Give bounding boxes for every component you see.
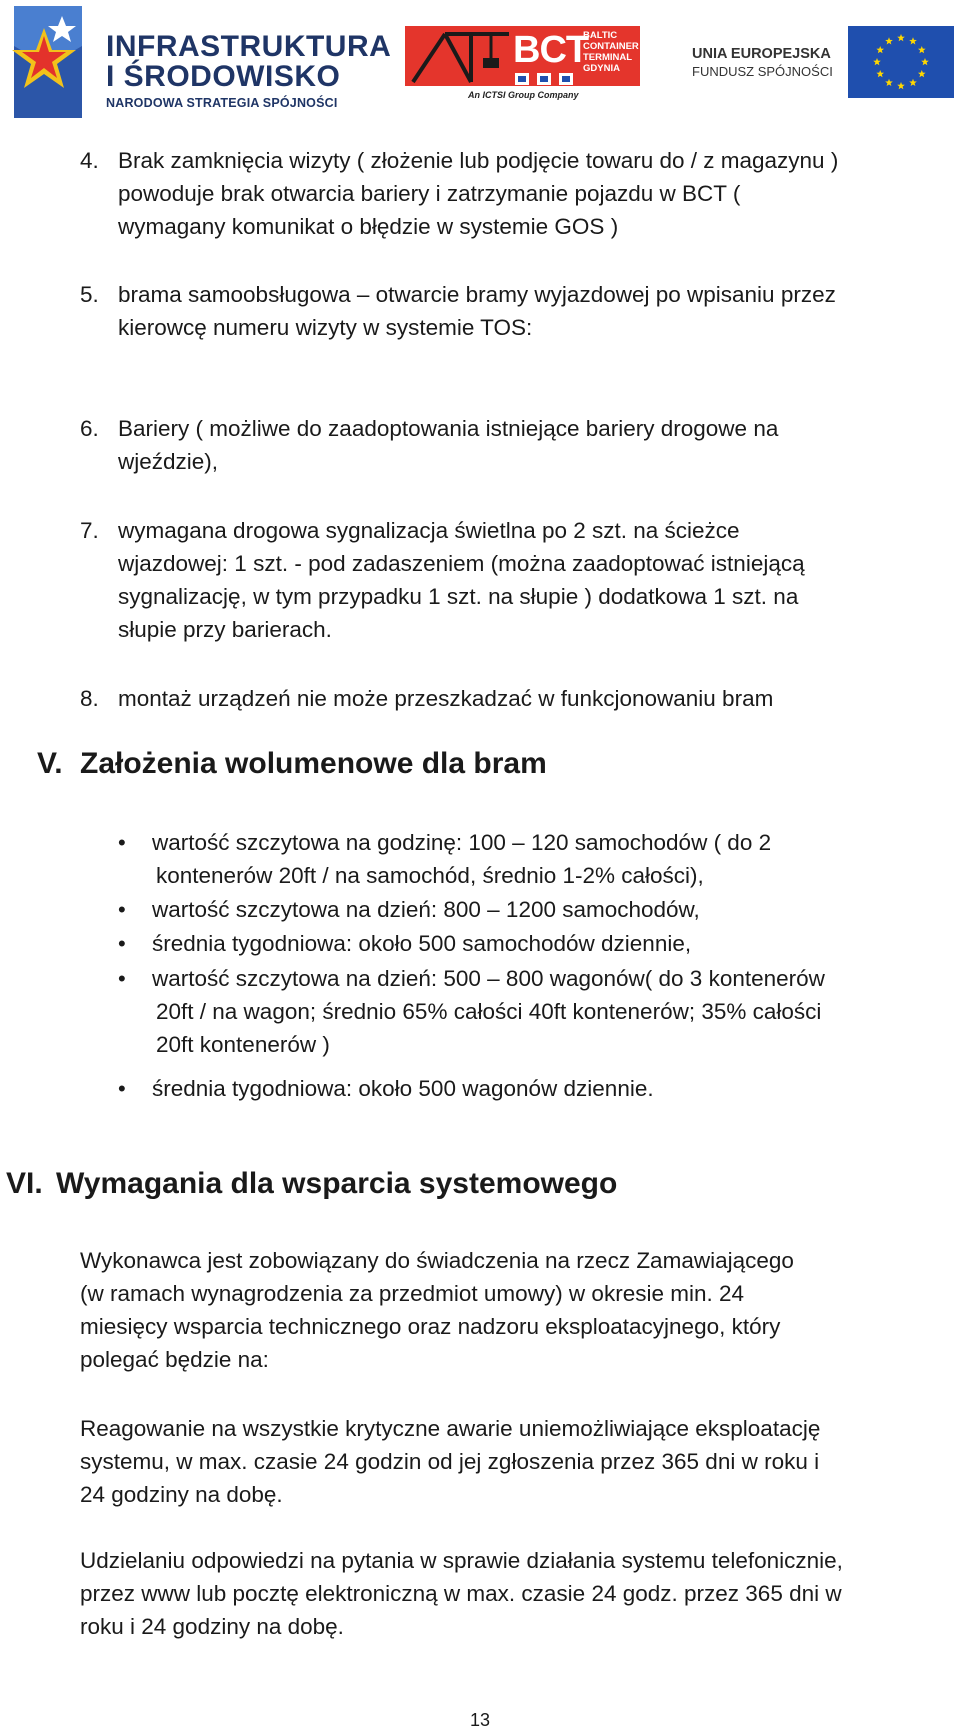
bct-sub-line-3: TERMINAL — [583, 52, 633, 63]
paragraph-line: Udzielaniu odpowiedzi na pytania w sprawie działania systemu telefonicznie, — [80, 1548, 843, 1573]
logo-line-2: I ŚRODOWISKO — [106, 60, 341, 93]
bct-logo-subtitle — [583, 30, 643, 74]
eu-logo-line-2: FUNDUSZ SPÓJNOŚCI — [692, 64, 833, 79]
page-number: 13 — [469, 1710, 491, 1730]
infrastruktura-logo — [8, 6, 392, 118]
bullet-icon: • — [118, 931, 126, 956]
paragraph-line: miesięcy wsparcia technicznego oraz nadzoru eksploatacyjnego, który — [80, 1314, 781, 1339]
bullet-icon: • — [118, 1076, 126, 1101]
paragraph-line: Reagowanie na wszystkie krytyczne awarie uniemożliwiające eksploatację — [80, 1416, 821, 1441]
bullet-icon: • — [118, 830, 126, 855]
bullet-item-line: średnia tygodniowa: około 500 wagonów dziennie. — [152, 1076, 654, 1101]
paragraph-line: systemu, w max. czasie 24 godzin od jej zgłoszenia przez 365 dni w roku i — [80, 1449, 820, 1474]
section-title: Założenia wolumenowe dla bram — [80, 747, 547, 780]
list-item-number: 8. — [80, 686, 99, 711]
list-item-number: 6. — [80, 416, 99, 441]
list-item-line: wjazdowej: 1 szt. - pod zadaszeniem (można zaadoptować istniejącą — [118, 551, 805, 576]
infrastruktura-emblem-icon — [8, 6, 98, 118]
paragraph-line: polegać będzie na: — [80, 1347, 269, 1372]
list-item-number: 4. — [80, 148, 99, 173]
paragraph-line: 24 godziny na dobę. — [80, 1482, 283, 1507]
bct-squares-icon — [515, 72, 577, 90]
bct-logo — [405, 22, 640, 104]
list-item-line: kierowcę numeru wizyty w systemie TOS: — [118, 315, 533, 340]
list-item-line: słupie przy barierach. — [118, 617, 332, 642]
list-item-line: wymagany komunikat o błędzie w systemie GOS ) — [118, 214, 619, 239]
bct-sub-line-4: GDYNIA — [583, 63, 620, 74]
bullet-item-line: wartość szczytowa na dzień: 800 – 1200 samochodów, — [152, 897, 700, 922]
list-item-line: Brak zamknięcia wizyty ( złożenie lub podjęcie towaru do / z magazynu ) — [118, 148, 839, 173]
logo-line-1: INFRASTRUKTURA — [106, 30, 392, 63]
page-header — [0, 0, 960, 125]
eu-logo — [692, 26, 957, 98]
list-item-line: sygnalizację, w tym przypadku 1 szt. na słupie ) dodatkowa 1 szt. na — [118, 584, 799, 609]
list-item-line: brama samoobsługowa – otwarcie bramy wyjazdowej po wpisaniu przez — [118, 282, 836, 307]
bullet-item-line: kontenerów 20ft / na samochód, średnio 1-2% całości), — [156, 863, 704, 888]
crane-icon — [411, 28, 511, 84]
eu-flag-icon — [848, 26, 954, 98]
bullet-item-line: 20ft kontenerów ) — [156, 1032, 330, 1057]
list-item-number: 7. — [80, 518, 99, 543]
bct-logo-text: BCT — [513, 29, 589, 71]
logo-line-3: NARODOWA STRATEGIA SPÓJNOŚCI — [106, 96, 338, 110]
section-number: V. — [37, 747, 63, 780]
bct-sub-line-2: CONTAINER — [583, 41, 639, 52]
bct-tagline: An ICTSI Group Company — [468, 90, 579, 100]
bullet-icon: • — [118, 897, 126, 922]
bullet-item-line: 20ft / na wagon; średnio 65% całości 40ft kontenerów; 35% całości — [156, 999, 822, 1024]
list-item-line: Bariery ( możliwe do zaadoptowania istniejące bariery drogowe na — [118, 416, 779, 441]
list-item-number: 5. — [80, 282, 99, 307]
list-item-line: wymagana drogowa sygnalizacja świetlna po 2 szt. na ścieżce — [118, 518, 740, 543]
bullet-icon: • — [118, 966, 126, 991]
section-number: VI. — [6, 1167, 43, 1200]
bullet-item-line: wartość szczytowa na godzinę: 100 – 120 samochodów ( do 2 — [152, 830, 772, 855]
paragraph-line: roku i 24 godziny na dobę. — [80, 1614, 344, 1639]
list-item-line: powoduje brak otwarcia bariery i zatrzymanie pojazdu w BCT ( — [118, 181, 741, 206]
bct-sub-line-1: BALTIC — [583, 30, 618, 41]
eu-logo-line-1: UNIA EUROPEJSKA — [692, 46, 831, 62]
bullet-item-line: średnia tygodniowa: około 500 samochodów dziennie, — [152, 931, 692, 956]
paragraph-line: Wykonawca jest zobowiązany do świadczenia na rzecz Zamawiającego — [80, 1248, 794, 1273]
section-title: Wymagania dla wsparcia systemowego — [56, 1167, 618, 1200]
list-item-line: wjeździe), — [118, 449, 219, 474]
list-item-line: montaż urządzeń nie może przeszkadzać w funkcjonowaniu bram — [118, 686, 774, 711]
bullet-item-line: wartość szczytowa na dzień: 500 – 800 wagonów( do 3 kontenerów — [152, 966, 825, 991]
paragraph-line: przez www lub pocztę elektroniczną w max. czasie 24 godz. przez 365 dni w — [80, 1581, 842, 1606]
paragraph-line: (w ramach wynagrodzenia za przedmiot umowy) w okresie min. 24 — [80, 1281, 745, 1306]
